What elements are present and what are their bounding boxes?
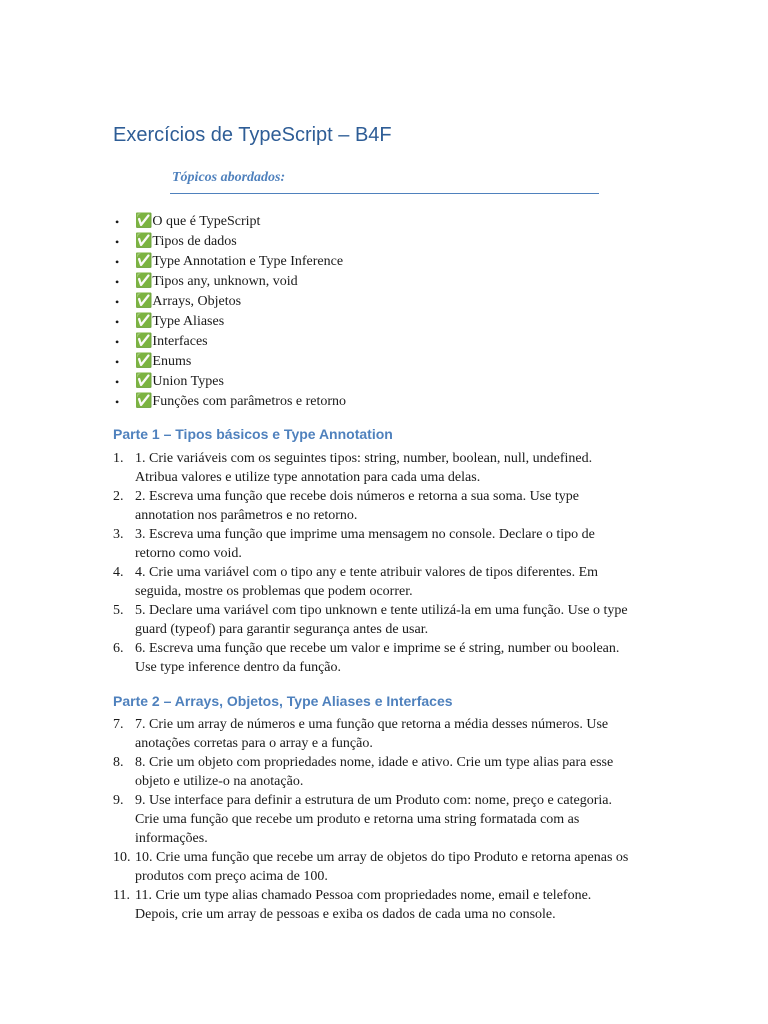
exercise-text-line: 4. Crie uma variável com o tipo any e tente atribuir valores de tipos diferentes. Em <box>135 565 599 580</box>
part1-heading: Parte 1 – Tipos básicos e Type Annotation <box>113 426 393 442</box>
bullet-icon: • <box>115 295 120 309</box>
topic-label: ✅Tipos de dados <box>135 234 237 249</box>
topic-item <box>113 392 346 412</box>
exercise-text-line: 7. Crie um array de números e uma função que retorna a média desses números. Use <box>135 717 609 732</box>
document-title: Exercícios de TypeScript – B4F <box>113 124 392 146</box>
exercise-number: 6. <box>113 641 124 656</box>
topic-label: ✅O que é TypeScript <box>135 214 261 229</box>
exercise-text-line: 11. Crie um type alias chamado Pessoa com propriedades nome, email e telefone. <box>135 888 592 903</box>
exercise-text-line: Atribua valores e utilize type annotation para cada uma delas. <box>135 470 481 485</box>
exercise-text-line: Depois, crie um array de pessoas e exiba os dados de cada uma no console. <box>135 907 556 922</box>
exercise-text-line: anotações corretas para o array e a função. <box>135 736 373 751</box>
exercise-text-line: produtos com preço acima de 100. <box>135 869 328 884</box>
topic-item <box>113 312 346 332</box>
part2-heading: Parte 2 – Arrays, Objetos, Type Aliases e Interfaces <box>113 693 453 709</box>
part1-exercise-list <box>113 449 673 677</box>
bullet-icon: • <box>115 335 120 349</box>
exercise-text-line: 1. Crie variáveis com os seguintes tipos: string, number, boolean, null, undefined. <box>135 451 593 466</box>
bullet-icon: • <box>115 235 120 249</box>
exercise-number: 11. <box>113 888 130 903</box>
exercise-text-line: 2. Escreva uma função que recebe dois números e retorna a sua soma. Use type <box>135 489 579 504</box>
exercise-item <box>113 715 673 753</box>
topic-item <box>113 332 346 352</box>
topic-label: ✅Tipos any, unknown, void <box>135 274 298 289</box>
exercise-text-line: informações. <box>135 831 208 846</box>
topic-item <box>113 252 346 272</box>
bullet-icon: • <box>115 215 120 229</box>
part2-exercise-list <box>113 715 673 924</box>
exercise-number: 9. <box>113 793 124 808</box>
bullet-icon: • <box>115 355 120 369</box>
topic-label: ✅Funções com parâmetros e retorno <box>135 394 347 409</box>
exercise-number: 5. <box>113 603 124 618</box>
exercise-text-line: objeto e utilize-o na anotação. <box>135 774 304 789</box>
bullet-icon: • <box>115 395 120 409</box>
exercise-item <box>113 449 673 487</box>
exercise-text-line: Crie uma função que recebe um produto e retorna uma string formatada com as <box>135 812 580 827</box>
exercise-number: 2. <box>113 489 124 504</box>
exercise-number: 7. <box>113 717 124 732</box>
topic-label: ✅Arrays, Objetos <box>135 294 242 309</box>
exercise-text-line: Use type inference dentro da função. <box>135 660 342 675</box>
topic-label: ✅Interfaces <box>135 334 208 349</box>
exercise-text-line: retorno como void. <box>135 546 242 561</box>
topic-label: ✅Enums <box>135 354 192 369</box>
bullet-icon: • <box>115 375 120 389</box>
exercise-item <box>113 639 673 677</box>
topics-subtitle: Tópicos abordados: <box>172 170 286 185</box>
exercise-text-line: 5. Declare uma variável com tipo unknown e tente utilizá-la em uma função. Use o type <box>135 603 628 618</box>
exercise-number: 1. <box>113 451 124 466</box>
topic-label: ✅Type Aliases <box>135 314 225 329</box>
exercise-text-line: seguida, mostre os problemas que podem ocorrer. <box>135 584 413 599</box>
exercise-item <box>113 848 673 886</box>
topic-item <box>113 372 346 392</box>
topic-item <box>113 352 346 372</box>
exercise-item <box>113 487 673 525</box>
topic-item <box>113 232 346 252</box>
topic-item <box>113 292 346 312</box>
topic-label: ✅Type Annotation e Type Inference <box>135 254 344 269</box>
exercise-text-line: 10. Crie uma função que recebe um array de objetos do tipo Produto e retorna apenas os <box>135 850 629 865</box>
exercise-item <box>113 601 673 639</box>
topic-item <box>113 272 346 292</box>
exercise-item <box>113 753 673 791</box>
exercise-number: 8. <box>113 755 124 770</box>
exercise-item <box>113 563 673 601</box>
exercise-text-line: 6. Escreva uma função que recebe um valor e imprime se é string, number ou boolean. <box>135 641 620 656</box>
exercise-number: 3. <box>113 527 124 542</box>
exercise-text-line: 9. Use interface para definir a estrutura de um Produto com: nome, preço e categoria. <box>135 793 612 808</box>
exercise-text-line: 3. Escreva uma função que imprime uma mensagem no console. Declare o tipo de <box>135 527 595 542</box>
bullet-icon: • <box>115 315 120 329</box>
exercise-item <box>113 525 673 563</box>
exercise-text-line: guard (typeof) para garantir segurança antes de usar. <box>135 622 429 637</box>
topics-list <box>113 212 346 412</box>
exercise-text-line: annotation nos parâmetros e no retorno. <box>135 508 358 523</box>
exercise-item <box>113 791 673 848</box>
exercise-number: 4. <box>113 565 124 580</box>
topic-item <box>113 212 346 232</box>
topic-label: ✅Union Types <box>135 374 224 389</box>
exercise-item <box>113 886 673 924</box>
subtitle-underline <box>170 193 599 194</box>
exercise-number: 10. <box>113 850 131 865</box>
bullet-icon: • <box>115 275 120 289</box>
bullet-icon: • <box>115 255 120 269</box>
exercise-text-line: 8. Crie um objeto com propriedades nome, idade e ativo. Crie um type alias para esse <box>135 755 614 770</box>
